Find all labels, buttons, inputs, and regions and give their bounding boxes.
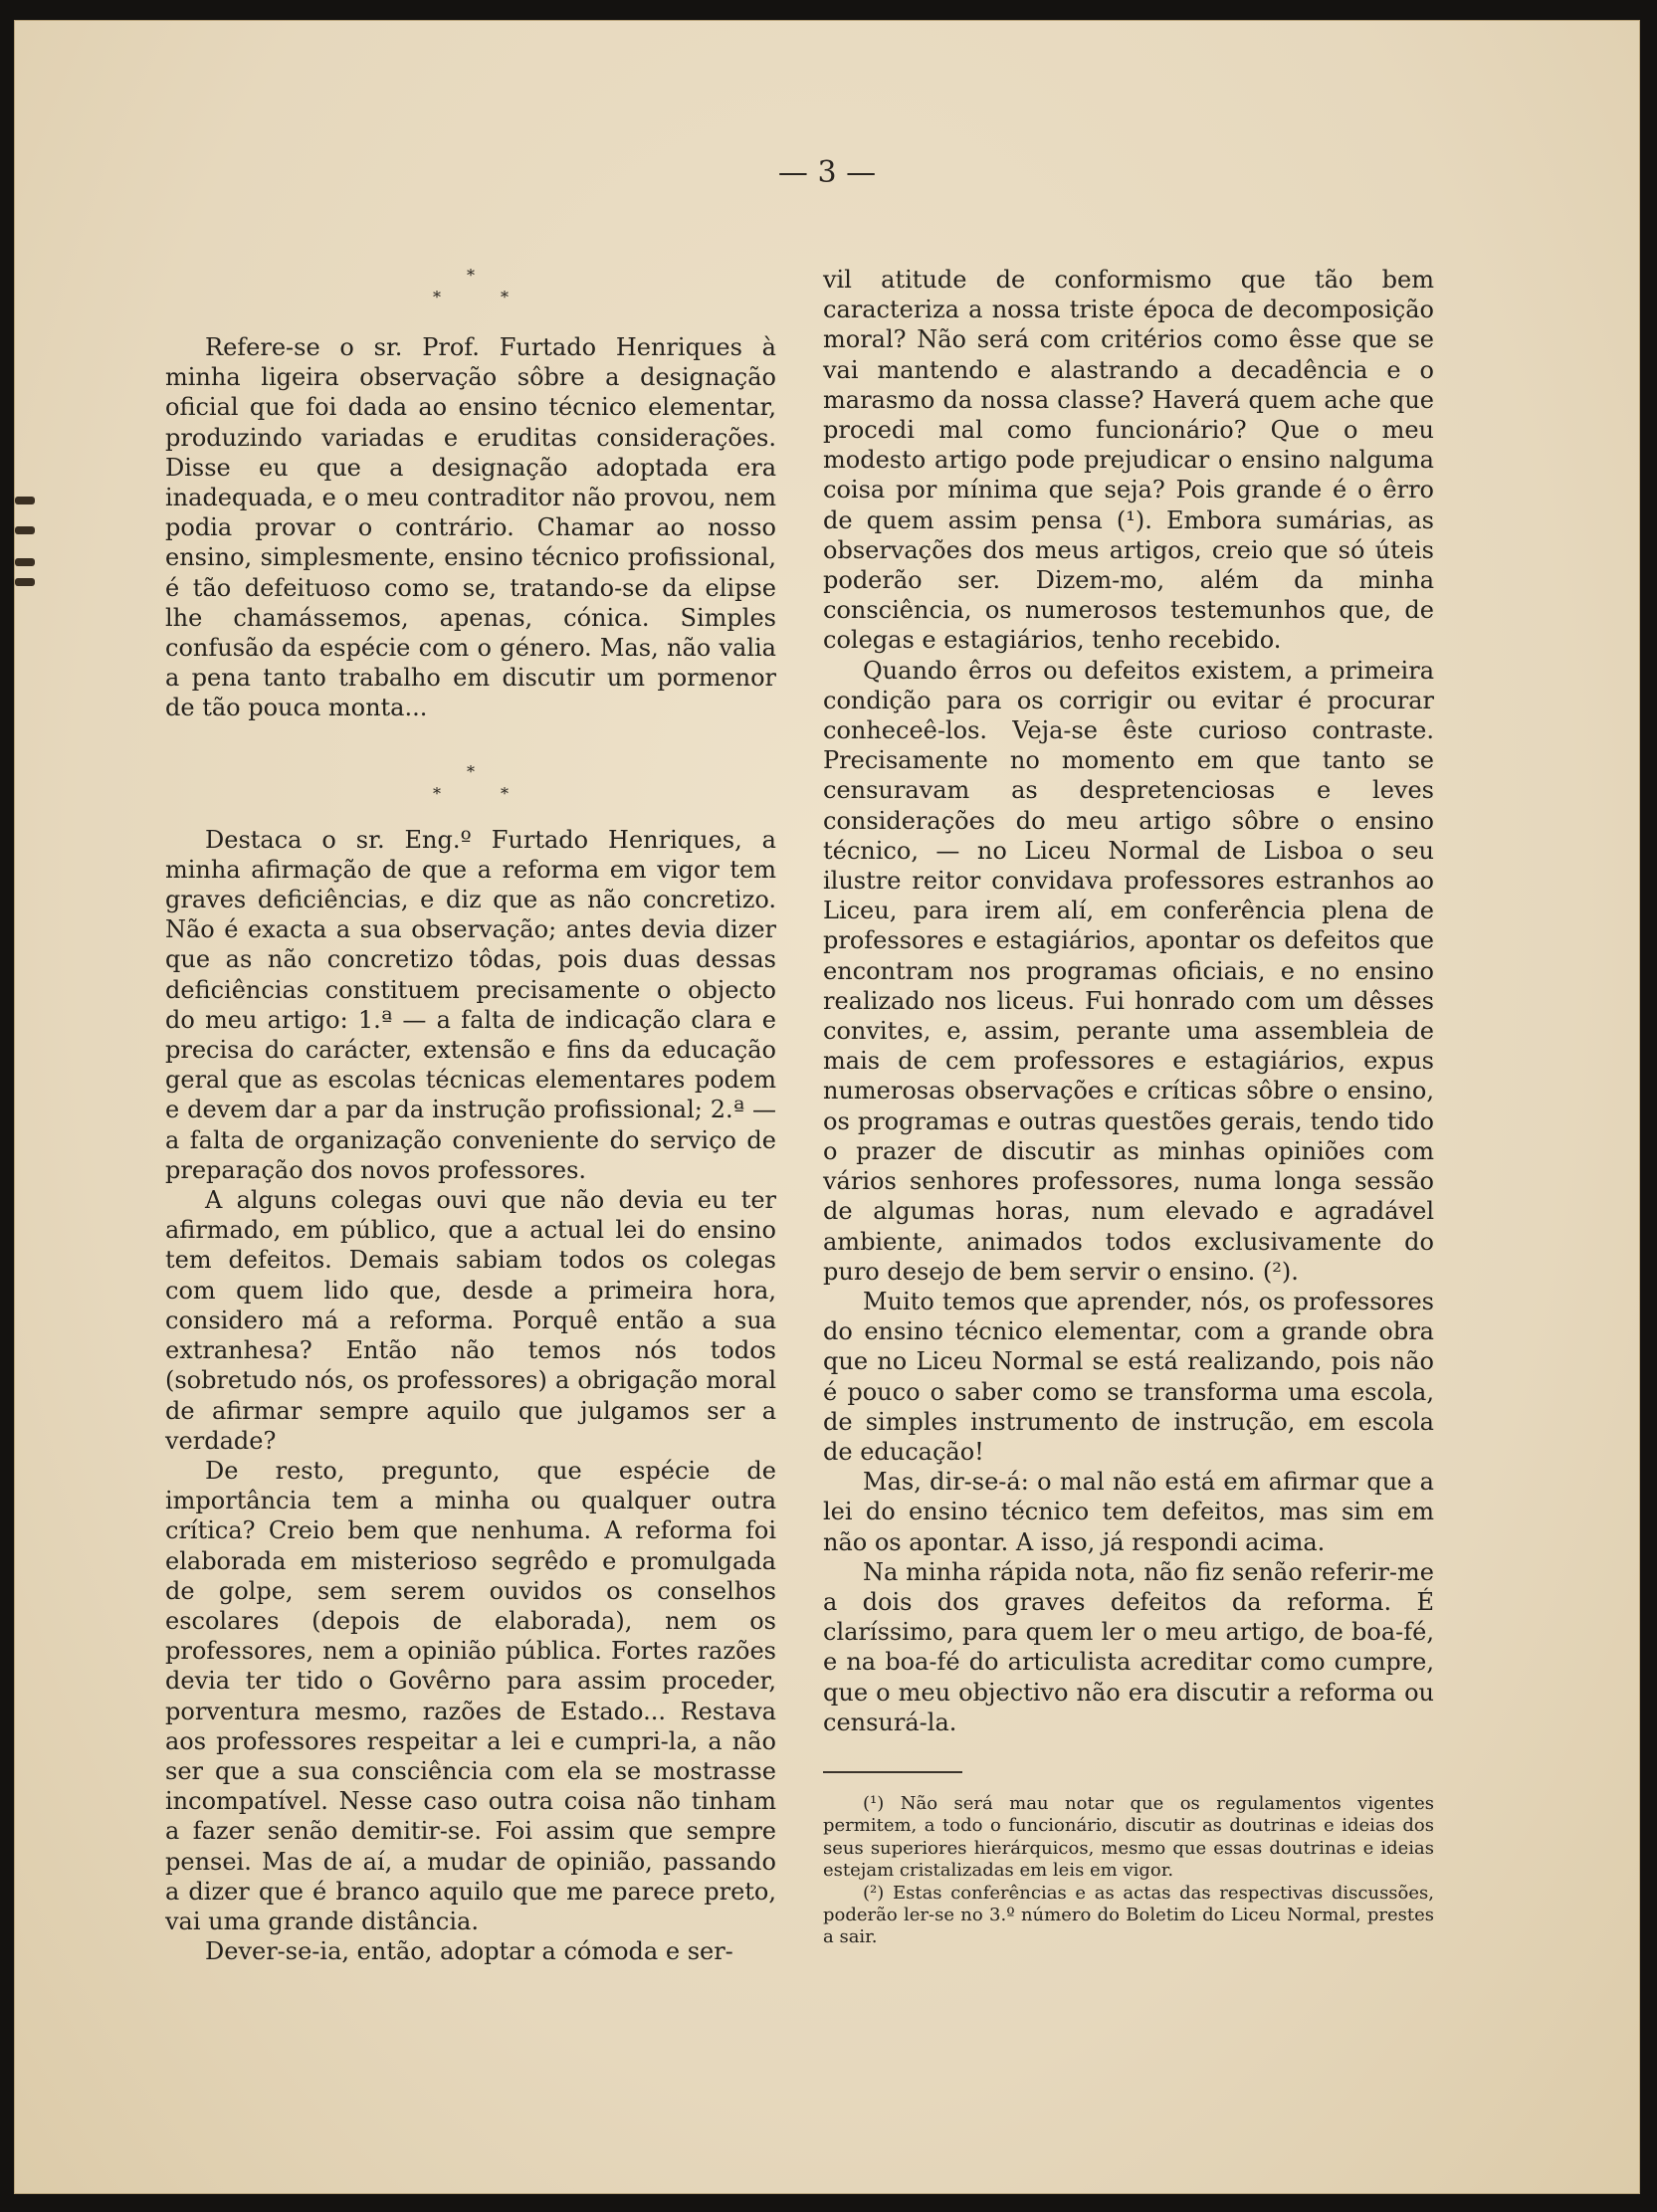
paragraph: Refere-se o sr. Prof. Furtado Henriques à minha ligeira observação sôbre a designação oficial que foi dada ao ensino técnico elementar, produzindo variadas e eruditas considerações. Disse eu que a designação adoptada era inadequada, e o meu contraditor não provou, nem podia provar o contrário. Chamar ao nosso ensino, simplesmente, ensino técnico profissional, é tão defeituoso como se, tratando-se da elipse lhe chamássemos, apenas, cónica. Simples confusão da espécie com o género. Mas, não valia a pena tanto trabalho em discutir um pormenor de tão pouca monta...: [165, 333, 776, 722]
asterisk: *: [433, 288, 441, 306]
section-separator: [165, 265, 776, 332]
paragraph: Destaca o sr. Eng.º Furtado Henriques, a minha afirmação de que a reforma em vigor tem graves deficiências, e diz que as não concretizo. Não é exacta a sua observação; antes devia dizer que as não concretizo tôdas, pois duas dessas deficiências constituem precisamente o objecto do meu artigo: 1.ª — a falta de indicação clara e precisa do carácter, extensão e fins da educação geral que as escolas técnicas elementares podem e devem dar a par da instrução profissional; 2.ª — a falta de organização conveniente do serviço de preparação dos novos professores.: [165, 825, 776, 1184]
asterisk: *: [467, 266, 475, 285]
page-number: — 3 —: [777, 155, 877, 190]
paragraph: Na minha rápida nota, não fiz senão referir-me a dois dos graves defeitos da reforma. É claríssimo, para quem ler o meu artigo, de boa-fé, e na boa-fé do articulista acreditar como cumpre, que o meu objectivo não era discutir a reforma ou censurá-la.: [823, 1557, 1434, 1736]
asterisk: *: [501, 288, 509, 306]
footnotes: [823, 1793, 1434, 1949]
binding-mark: [15, 497, 35, 504]
section-separator: [165, 761, 776, 825]
paragraph: Dever-se-ia, então, adoptar a cómoda e ser-: [205, 1937, 733, 1966]
paragraph: vil atitude de conformismo que tão bem caracteriza a nossa triste época de decomposição moral? Não será com critérios como êsse que se vai mantendo e alastrando a decadência e o marasmo da nossa classe? Haverá quem ache que procedi mal como funcionário? Que o meu modesto artigo pode prejudicar o ensino nalguma coisa por mínima que seja? Pois grande é o êrro de quem assim pensa (¹). Embora sumárias, as observações dos meus artigos, creio que só úteis poderão ser. Dizem-mo, além da minha consciência, os numerosos testemunhos que, de colegas e estagiários, tenho recebido.: [823, 266, 1434, 655]
paragraph: A alguns colegas ouvi que não devia eu ter afirmado, em público, que a actual lei do ensino tem defeitos. Demais sabiam todos os colegas com quem lido que, desde a primeira hora, considero má a reforma. Porquê então a sua extranhesa? Então não temos nós todos (sobretudo nós, os professores) a obrigação moral de afirmar sempre aquilo que julgamos ser a verdade?: [165, 1186, 776, 1455]
footnote-divider: [823, 1771, 962, 1773]
paragraph: Muito temos que aprender, nós, os professores do ensino técnico elementar, com a grande obra que no Liceu Normal se está realizando, pois não é pouco o saber como se transforma uma escola, de simples instrumento de instrução, em escola de educação!: [823, 1287, 1434, 1466]
left-column: [165, 265, 776, 1966]
paragraph: De resto, pregunto, que espécie de importância tem a minha ou qualquer outra crítica? Creio bem que nenhuma. A reforma foi elaborada em misterioso segrêdo e promulgada de golpe, sem serem ouvidos os conselhos escolares (depois de elaborada), nem os professores, nem a opinião pública. Fortes razões devia ter tido o Govêrno para assim proceder, porventura mesmo, razões de Estado... Restava aos professores respeitar a lei e cumpri-la, a não ser que a sua consciência com ela se mostrasse incompatível. Nesse caso outra coisa não tinham a fazer senão demitir-se. Foi assim que sempre pensei. Mas de aí, a mudar de opinião, passando a dizer que é branco aquilo que me parece preto, vai uma grande distância.: [165, 1456, 776, 1935]
footnote: (²) Estas conferências e as actas das respectivas discussões, poderão ler-se no 3.º número do Boletim do Liceu Normal, prestes a sair.: [823, 1882, 1434, 1948]
right-column: [823, 265, 1434, 1949]
asterisk: *: [467, 761, 475, 781]
paragraph: Mas, dir-se-á: o mal não está em afirmar que a lei do ensino técnico tem defeitos, mas sim em não os apontar. A isso, já respondi acima.: [823, 1468, 1434, 1556]
asterisk: *: [501, 783, 509, 803]
asterisk: *: [433, 783, 441, 803]
document-page: [14, 20, 1640, 2194]
binding-mark: [15, 526, 35, 534]
footnote: (¹) Não será mau notar que os regulamentos vigentes permitem, a todo o funcionário, discutir as doutrinas e ideias dos seus superiores hierárquicos, mesmo que essas doutrinas e ideias estejam cristalizadas em leis em vigor.: [823, 1792, 1434, 1882]
binding-mark: [15, 578, 35, 586]
binding-mark: [15, 558, 35, 566]
paragraph: Quando êrros ou defeitos existem, a primeira condição para os corrigir ou evitar é procurar conheceê-los. Veja-se êste curioso contraste. Precisamente no momento em que tanto se censuravam as despretenciosas e leves considerações do meu artigo sôbre o ensino técnico, — no Liceu Normal de Lisboa o seu ilustre reitor convidava professores estranhos ao Liceu, para irem alí, em conferência plena de professores e estagiários, apontar os defeitos que encontram nos programas oficiais, e no ensino realizado nos liceus. Fui honrado com um dêsses convites, e, assim, perante uma assembleia de mais de cem professores e estagiários, expus numerosas observações e críticas sôbre o ensino, os programas e outras questões gerais, tendo tido o prazer de discutir as minhas opiniões com vários senhores professores, numa longa sessão de algumas horas, num elevado e agradável ambiente, animados todos exclusivamente do puro desejo de bem servir o ensino. (²).: [823, 656, 1434, 1286]
